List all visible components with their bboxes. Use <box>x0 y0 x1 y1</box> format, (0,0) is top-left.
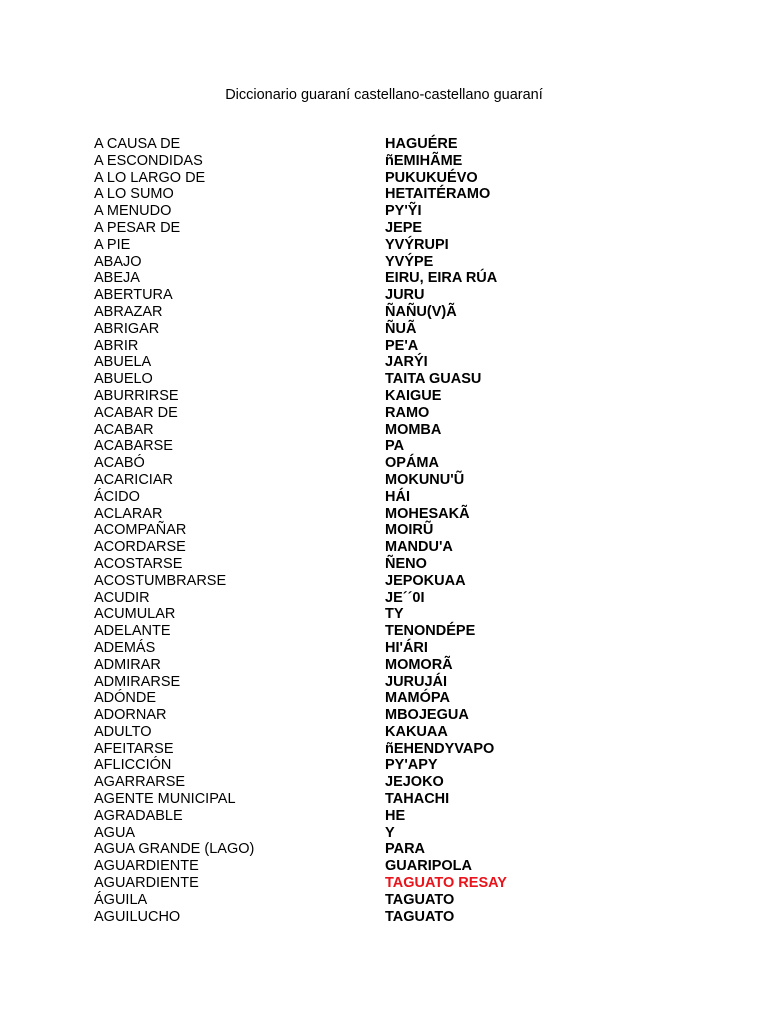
guarani-term: TAGUATO <box>385 908 455 925</box>
spanish-term: AFEITARSE <box>94 740 174 757</box>
dictionary-entry <box>0 573 768 590</box>
guarani-term: HAGUÉRE <box>385 136 458 152</box>
guarani-term: TAGUATO <box>385 891 455 908</box>
dictionary-entry <box>0 892 768 909</box>
guarani-term: Y <box>385 824 395 841</box>
spanish-term: ACARICIAR <box>94 471 173 488</box>
spanish-term: ABUELA <box>94 354 152 371</box>
guarani-term: MOKUNU'Ũ <box>385 471 465 488</box>
spanish-term: ACORDARSE <box>94 539 186 556</box>
dictionary-entry <box>0 690 768 707</box>
spanish-term: ABUELO <box>94 371 153 388</box>
spanish-term: ACUMULAR <box>94 606 176 623</box>
dictionary-entry <box>0 371 768 388</box>
spanish-term: A ESCONDIDAS <box>94 152 203 169</box>
guarani-term: KAIGUE <box>385 387 442 404</box>
spanish-term: ADÓNDE <box>94 690 157 707</box>
dictionary-entry <box>0 640 768 657</box>
spanish-term: ABRIR <box>94 337 139 354</box>
dictionary-entry <box>0 757 768 774</box>
guarani-term: PARA <box>385 841 426 858</box>
spanish-term: ABURRIRSE <box>94 387 179 404</box>
guarani-term: JEJOKO <box>385 774 444 791</box>
guarani-term: PY'APY <box>385 757 438 774</box>
dictionary-entry <box>0 808 768 825</box>
dictionary-entry <box>0 304 768 321</box>
dictionary-entry <box>0 539 768 556</box>
guarani-term: TENONDÉPE <box>385 623 476 640</box>
dictionary-entry <box>0 153 768 170</box>
guarani-term: JARÝI <box>385 354 428 371</box>
guarani-term: MOIRŨ <box>385 522 434 539</box>
dictionary-entry <box>0 791 768 808</box>
dictionary-entry <box>0 170 768 187</box>
spanish-term: ADEMÁS <box>94 639 156 656</box>
dictionary-entry <box>0 825 768 842</box>
spanish-term: AGUILUCHO <box>94 908 181 925</box>
spanish-term: A MENUDO <box>94 203 172 220</box>
guarani-term: TAGUATO RESAY <box>385 875 507 892</box>
spanish-term: AGUA GRANDE (LAGO) <box>94 841 255 858</box>
spanish-term: ADMIRAR <box>94 656 161 673</box>
dictionary-entry <box>0 623 768 640</box>
guarani-term: JURU <box>385 287 425 304</box>
spanish-term: ACABAR <box>94 421 154 438</box>
guarani-term: MBOJEGUA <box>385 707 469 724</box>
dictionary-entry <box>0 254 768 271</box>
guarani-term: JEPE <box>385 219 423 236</box>
guarani-term: ÑUÃ <box>385 320 417 337</box>
dictionary-entry <box>0 237 768 254</box>
guarani-term: HI'ÁRI <box>385 639 428 656</box>
guarani-term: PE'A <box>385 337 419 354</box>
spanish-term: ACABARSE <box>94 438 173 455</box>
dictionary-entry <box>0 724 768 741</box>
dictionary-entry <box>0 203 768 220</box>
spanish-term: A CAUSA DE <box>94 136 181 152</box>
guarani-term: MOHESAKÃ <box>385 505 470 522</box>
spanish-term: ACUDIR <box>94 589 150 606</box>
spanish-term: ACOMPAÑAR <box>94 522 187 539</box>
spanish-term: ADORNAR <box>94 707 167 724</box>
guarani-term: TAITA GUASU <box>385 371 482 388</box>
guarani-term: ÑAÑU(V)Ã <box>385 303 457 320</box>
spanish-term: AGRADABLE <box>94 807 183 824</box>
spanish-term: AGUARDIENTE <box>94 858 199 875</box>
spanish-term: ADULTO <box>94 723 152 740</box>
dictionary-entries <box>0 136 768 925</box>
spanish-term: ACOSTARSE <box>94 555 183 572</box>
guarani-term: YVÝPE <box>385 253 434 270</box>
spanish-term: ACABAR DE <box>94 404 178 421</box>
spanish-term: ABRAZAR <box>94 303 163 320</box>
guarani-term: OPÁMA <box>385 455 439 472</box>
guarani-term: HE <box>385 807 406 824</box>
guarani-term: KAKUAA <box>385 723 448 740</box>
spanish-term: AGENTE MUNICIPAL <box>94 791 236 808</box>
guarani-term: ñEHENDYVAPO <box>385 740 495 757</box>
dictionary-entry <box>0 909 768 926</box>
dictionary-entry <box>0 338 768 355</box>
spanish-term: A LO LARGO DE <box>94 169 206 186</box>
dictionary-entry <box>0 707 768 724</box>
spanish-term: ACLARAR <box>94 505 163 522</box>
dictionary-entry <box>0 506 768 523</box>
dictionary-entry <box>0 455 768 472</box>
guarani-term: TAHACHI <box>385 791 450 808</box>
spanish-term: ABEJA <box>94 270 140 287</box>
guarani-term: JURUJÁI <box>385 673 448 690</box>
guarani-term: MANDU'A <box>385 539 453 556</box>
spanish-term: ACABÓ <box>94 455 145 472</box>
dictionary-entry <box>0 875 768 892</box>
guarani-term: PA <box>385 438 405 455</box>
guarani-term: ÑENO <box>385 555 427 572</box>
dictionary-entry <box>0 136 768 153</box>
spanish-term: AFLICCIÓN <box>94 757 172 774</box>
spanish-term: A LO SUMO <box>94 186 174 203</box>
dictionary-entry <box>0 321 768 338</box>
spanish-term: AGARRARSE <box>94 774 186 791</box>
guarani-term: PY'ỸI <box>385 203 422 220</box>
guarani-term: JEPOKUAA <box>385 572 466 589</box>
spanish-term: ACOSTUMBRARSE <box>94 572 227 589</box>
dictionary-entry <box>0 841 768 858</box>
guarani-term: HÁI <box>385 488 410 505</box>
spanish-term: ABERTURA <box>94 287 173 304</box>
spanish-term: ABAJO <box>94 253 142 270</box>
dictionary-entry <box>0 472 768 489</box>
dictionary-entry <box>0 186 768 203</box>
dictionary-entry <box>0 657 768 674</box>
guarani-term: GUARIPOLA <box>385 858 472 875</box>
spanish-term: A PIE <box>94 236 131 253</box>
guarani-term: TY <box>385 606 404 623</box>
guarani-term: RAMO <box>385 404 430 421</box>
spanish-term: AGUA <box>94 824 136 841</box>
spanish-term: ABRIGAR <box>94 320 160 337</box>
guarani-term: MAMÓPA <box>385 690 450 707</box>
guarani-term: EIRU, EIRA RÚA <box>385 270 498 287</box>
dictionary-entry <box>0 405 768 422</box>
dictionary-entry <box>0 489 768 506</box>
guarani-term: YVÝRUPI <box>385 236 449 253</box>
dictionary-entry <box>0 858 768 875</box>
dictionary-entry <box>0 590 768 607</box>
dictionary-entry <box>0 741 768 758</box>
dictionary-entry <box>0 354 768 371</box>
guarani-term: HETAITÉRAMO <box>385 186 491 203</box>
dictionary-entry <box>0 606 768 623</box>
spanish-term: ÁCIDO <box>94 488 140 505</box>
guarani-term: MOMBA <box>385 421 442 438</box>
guarani-term: MOMORÃ <box>385 656 453 673</box>
dictionary-entry <box>0 220 768 237</box>
dictionary-entry <box>0 522 768 539</box>
spanish-term: ADMIRARSE <box>94 673 181 690</box>
dictionary-entry <box>0 774 768 791</box>
dictionary-entry <box>0 270 768 287</box>
dictionary-entry <box>0 674 768 691</box>
dictionary-entry <box>0 388 768 405</box>
guarani-term: PUKUKUÉVO <box>385 169 478 186</box>
dictionary-entry <box>0 422 768 439</box>
spanish-term: ADELANTE <box>94 623 171 640</box>
dictionary-entry <box>0 438 768 455</box>
guarani-term: JE´´0I <box>385 589 425 606</box>
page-title: Diccionario guaraní castellano-castellano guaraní <box>225 87 543 103</box>
spanish-term: A PESAR DE <box>94 219 181 236</box>
dictionary-entry <box>0 556 768 573</box>
spanish-term: ÁGUILA <box>94 891 148 908</box>
guarani-term: ñEMIHÃME <box>385 152 463 169</box>
spanish-term: AGUARDIENTE <box>94 875 199 892</box>
dictionary-entry <box>0 287 768 304</box>
